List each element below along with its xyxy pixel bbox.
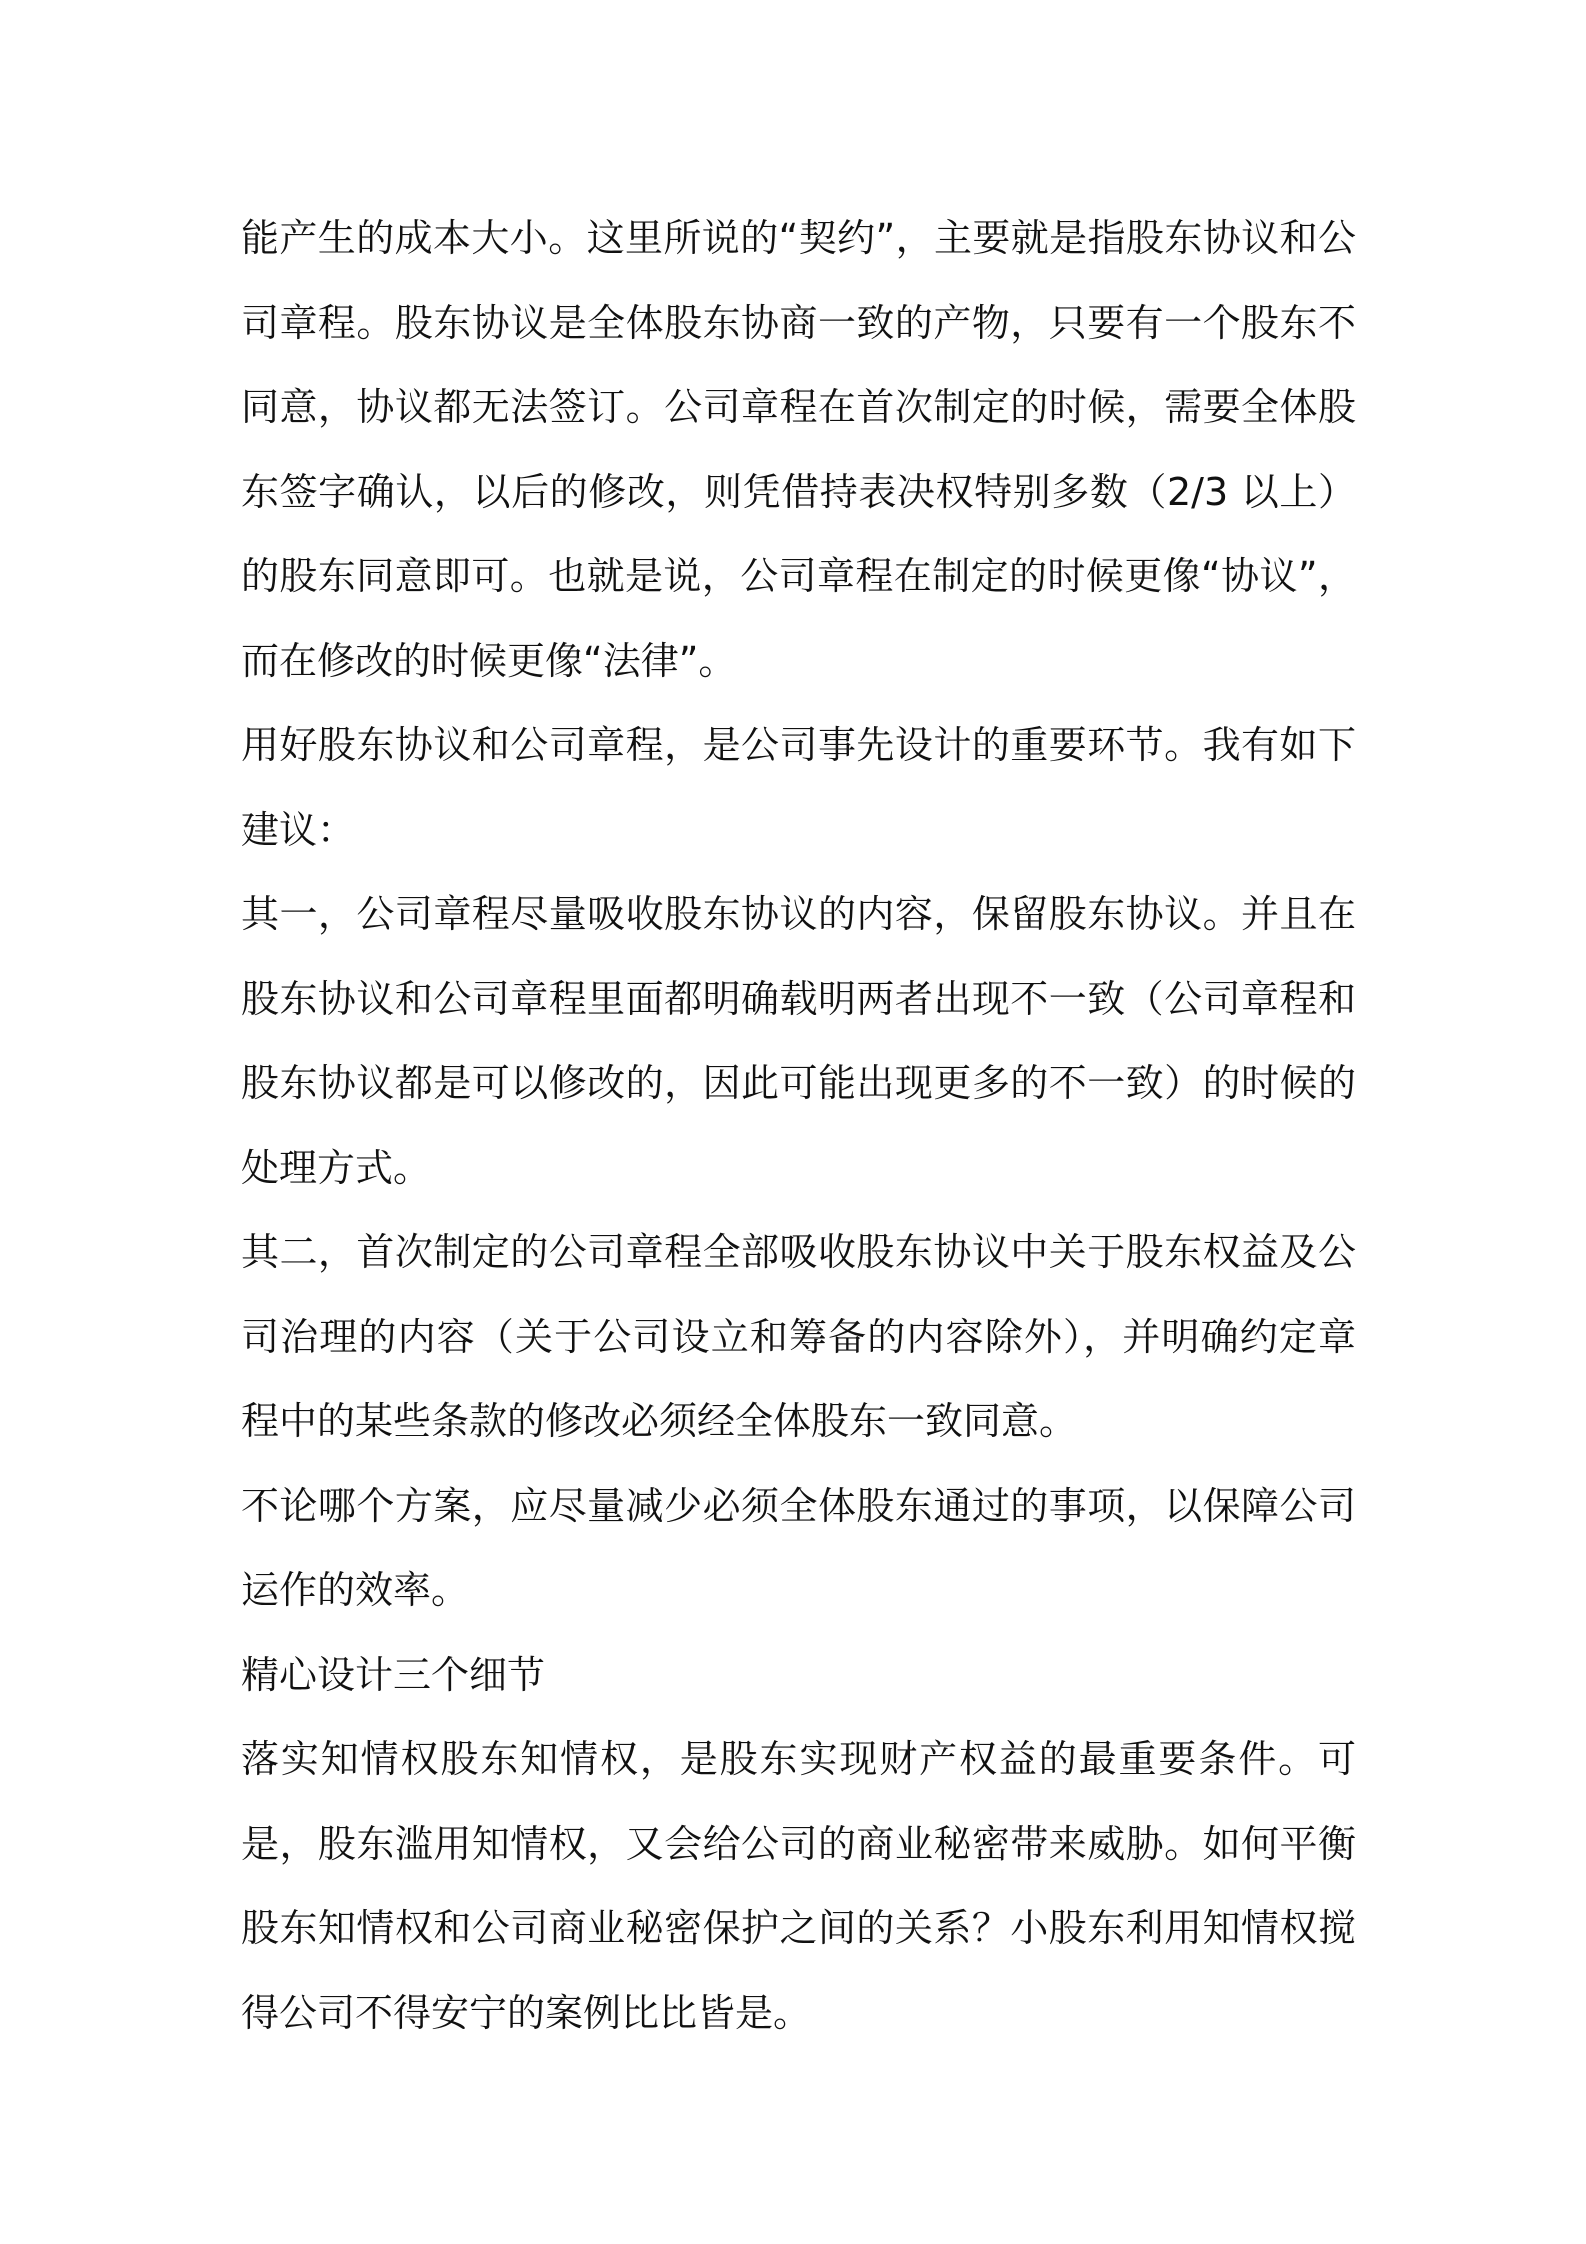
paragraph-contract-explanation: 能产生的成本大小。这里所说的“契约”，主要就是指股东协议和公司章程。股东协议是全体股东协商一致的产物，只要有一个股东不同意，协议都无法签订。公司章程在首次制定的时候，需要全体股东签字确认，以后的修改，则凭借持表决权特别多数（2/3 以上）的股东同意即可。也就是说，公司章程在制定的时候更像“协议”，而在修改的时候更像“法律”。: [241, 216, 1356, 683]
paragraph-suggestion-intro: 用好股东协议和公司章程，是公司事先设计的重要环节。我有如下建议：: [241, 723, 1356, 852]
document-body: [241, 196, 1356, 2055]
section-heading: 精心设计三个细节: [241, 1652, 546, 1697]
paragraph-efficiency: 不论哪个方案，应尽量减少必须全体股东通过的事项，以保障公司运作的效率。: [241, 1483, 1356, 1612]
paragraph-suggestion-one: 其一，公司章程尽量吸收股东协议的内容，保留股东协议。并且在股东协议和公司章程里面都明确载明两者出现不一致（公司章程和股东协议都是可以修改的，因此可能出现更多的不一致）的时候的处理方式。: [241, 892, 1356, 1190]
paragraph-right-to-know: 落实知情权股东知情权，是股东实现财产权益的最重要条件。可是，股东滥用知情权，又会给公司的商业秘密带来威胁。如何平衡股东知情权和公司商业秘密保护之间的关系？小股东利用知情权搅得公司不得安宁的案例比比皆是。: [241, 1737, 1356, 2035]
paragraph-suggestion-two: 其二，首次制定的公司章程全部吸收股东协议中关于股东权益及公司治理的内容（关于公司设立和筹备的内容除外），并明确约定章程中的某些条款的修改必须经全体股东一致同意。: [241, 1230, 1356, 1443]
